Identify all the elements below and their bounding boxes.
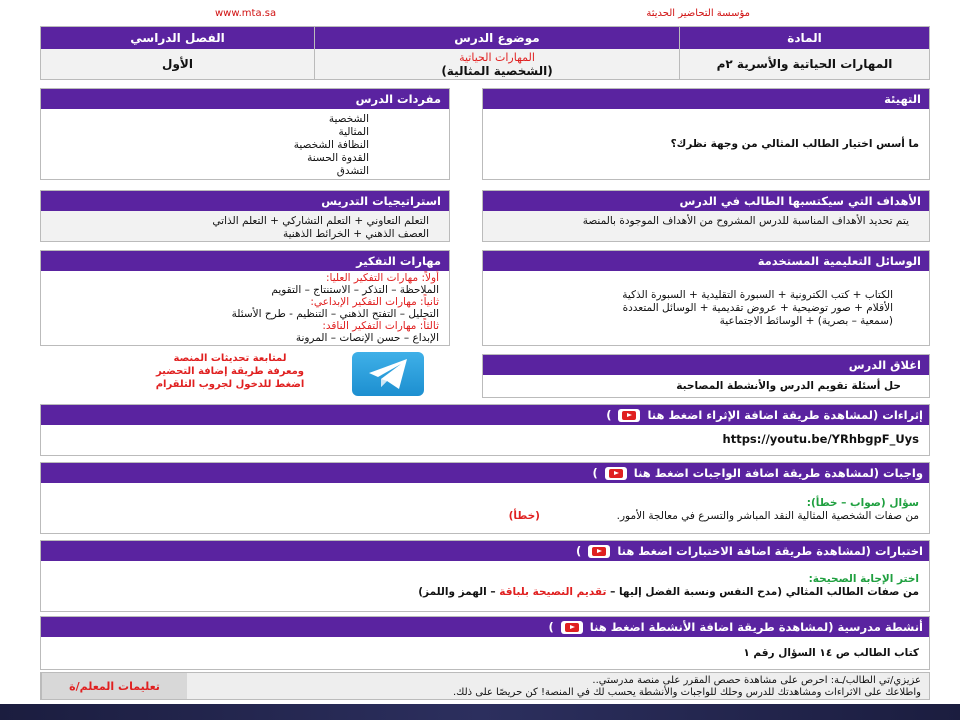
homework-video-link[interactable]: (لمشاهدة طريقة اضافة الواجبات اضغط هنا [633,466,880,480]
subject-cell [679,27,929,79]
closing-box [482,354,930,398]
vocab-item: المثالية [338,126,369,138]
tests-q-part1: من صفات الطالب المثالي (مدح النفس ونسبة الفضل إليها – [610,586,919,598]
activities-video-link[interactable]: (لمشاهدة طريقة اضافة الأنشطة اضغط هنا [589,620,834,634]
lesson-header-table [40,26,930,80]
tools-title: الوسائل التعليمية المستخدمة [483,251,929,271]
homework-q-text: من صفات الشخصية المثالية النقد المباشر والتسرع في معالجة الأمور. [616,510,919,522]
homework-answer: (خطأ) [508,510,540,522]
activities-box [40,616,930,670]
strategies-content [41,211,449,241]
homework-bar [41,463,929,483]
intro-title: التهيئة [483,89,929,109]
tests-question [51,586,919,599]
enrich-url[interactable]: https://youtu.be/YRhbgpF_Uys [722,432,919,446]
activities-bar [41,617,929,637]
vocab-item: التشدق [336,165,369,177]
telegram-promo[interactable] [130,352,330,391]
tools-box [482,250,930,346]
telegram-icon[interactable] [352,352,424,396]
homework-question [51,510,919,523]
intro-text: ما أسس اختيار الطالب المثالي من وجهة نظرك؟ [670,137,919,150]
paper-plane-icon [365,357,411,391]
tests-video-link[interactable]: (لمشاهدة طريقة اضافة الاختبارات اضغط هنا [617,544,871,558]
notes-line: عزيزي/تي الطالب/ـة: احرص على مشاهدة حصص المقرر على منصة مدرستي.. [592,675,921,686]
vocab-list [41,109,449,182]
promo-line: لمتابعة تحديثات المنصة [173,353,287,364]
intro-content [483,109,929,179]
bracket-close: ) [592,466,598,480]
homework-q-label: سؤال (صواب – خطأ): [806,497,919,509]
goals-title: الأهداف التي سيكتسبها الطالب في الدرس [483,191,929,211]
closing-text: حل أسئلة تقويم الدرس والأنشطة المصاحبة [676,379,901,392]
bottom-decor-bar [0,704,960,720]
lesson-plan-page [40,0,930,704]
vocab-title: مفردات الدرس [41,89,449,109]
thinking-line: الإبداع – حسن الإنصات – المرونة [295,332,439,344]
youtube-icon[interactable] [588,545,610,558]
notes-text [187,673,929,699]
vocab-item: النظافة الشخصية [293,139,369,151]
goals-text: يتم تحديد الأهداف المناسبة للدرس المشروح من الأهداف الموجودة بالمنصة [483,211,929,241]
thinking-heading: أولاً: مهارات التفكير العليا: [326,272,439,284]
tests-correct: تقديم النصيحة بلباقة [499,586,607,598]
tools-line: (سمعية – بصرية) + الوسائط الاجتماعية [719,314,893,327]
tests-title: اختبارات [874,544,923,558]
tests-q-label: اختر الإجابة الصحيحة: [808,573,919,585]
strategies-line: العصف الذهني + الخرائط الذهنية [282,228,429,240]
youtube-icon[interactable] [618,409,640,422]
goals-box [482,190,930,242]
tests-q-part2: – الهمز واللمز) [418,586,496,598]
activities-title: أنشطة مدرسية [837,620,923,634]
enrich-box [40,404,930,456]
homework-content [41,483,929,527]
strategies-line: التعلم التعاوني + التعلم التشاركي + التعلم الذاتي [212,215,429,227]
activities-text: كتاب الطالب ص ١٤ السؤال رقم ١ [743,647,919,659]
homework-box [40,462,930,534]
tools-content [483,271,929,345]
teacher-notes [40,672,930,700]
bracket-close: ) [606,408,612,422]
intro-box [482,88,930,180]
enrich-bar [41,405,929,425]
tests-content [41,561,929,603]
term-label: الفصل الدراسي [41,27,314,49]
notes-line: واطلاعك على الاثراءات ومشاهدتك للدرس وحلك للواجبات والأنشطة يحسب لك في المنصة! كن حريصًا على ذلك. [452,687,921,698]
homework-title: واجبات [883,466,923,480]
thinking-title: مهارات التفكير [41,251,449,271]
tests-box [40,540,930,612]
topic-cell [314,27,679,79]
subject-label: المادة [680,27,929,49]
tools-line: الأقلام + صور توضيحية + عروض تقديمية + الوسائل المتعددة [622,301,893,314]
enrich-video-link[interactable]: (لمشاهدة طريقة اضافة الإثراء اضغط هنا [647,408,879,422]
tools-line: الكتاب + كتب الكترونية + السبورة التقليدية + السبورة الذكية [622,288,893,301]
bracket-close: ) [548,620,554,634]
enrich-title: إثراءات [882,408,923,422]
youtube-icon[interactable] [605,467,627,480]
thinking-line: التحليل – التفتح الذهني – التنظيم - طرح الأسئلة [231,308,439,320]
vocab-item: الشخصية [328,113,369,125]
term-value: الأول [41,49,314,79]
youtube-icon[interactable] [561,621,583,634]
promo-line: اضغط للدخول لجروب التلقرام [155,379,305,390]
notes-label: تعليمات المعلم/ة [41,673,187,699]
term-cell [41,27,314,79]
closing-title: اغلاق الدرس [483,355,929,375]
org-name: مؤسسة التحاضير الحديثة [646,8,750,19]
topic-value: (الشخصية المثالية) [441,63,553,78]
thinking-heading: ثالثاً: مهارات التفكير الناقد: [322,320,439,332]
strategies-box [40,190,450,242]
tests-bar [41,541,929,561]
topic-value-wrap [315,49,679,79]
vocab-box [40,88,450,180]
thinking-line: الملاحظة – التذكر – الاستنتاج – التقويم [271,284,439,296]
thinking-content [41,271,449,348]
thinking-heading: ثانياً: مهارات التفكير الإبداعي: [310,296,439,308]
promo-line: ومعرفة طريقة إضافة التحضير [155,366,305,377]
vocab-item: القدوة الحسنة [307,152,369,164]
topic-label: موضوع الدرس [315,27,679,49]
site-link[interactable]: www.mta.sa [215,8,277,19]
thinking-box [40,250,450,346]
topic-red: المهارات الحياتية [459,50,535,64]
bracket-close: ) [576,544,582,558]
subject-value: المهارات الحياتية والأسرية ٢م [680,49,929,79]
strategies-title: استراتيجيات التدريس [41,191,449,211]
